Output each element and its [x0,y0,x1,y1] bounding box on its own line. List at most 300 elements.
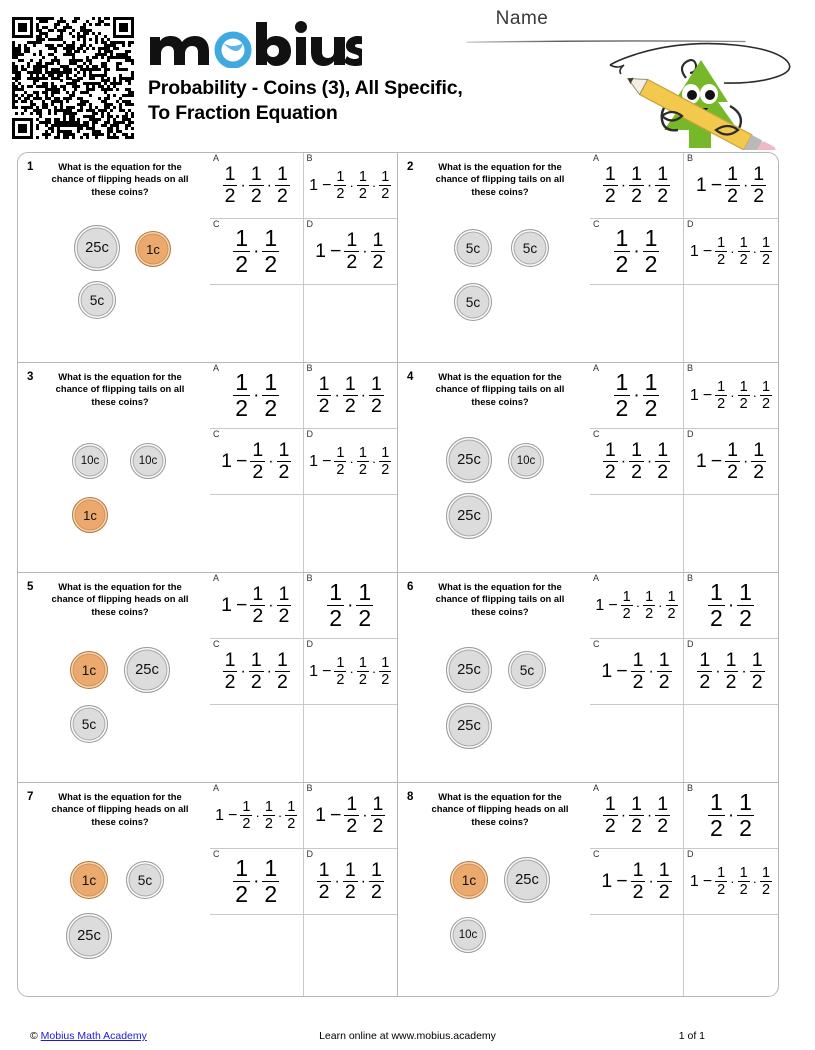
fraction-numerator: 1 [762,234,771,251]
fraction-numerator: 1 [381,168,390,185]
fraction-numerator: 1 [739,864,748,881]
fraction-numerator: 1 [658,858,670,881]
fraction-numerator: 1 [739,579,752,605]
answer-row [210,783,397,849]
answer-expression [614,371,660,420]
fraction-denominator: 2 [242,816,251,832]
coin-1c: 1c [450,861,488,899]
multiply-operator: · [240,176,246,194]
answer-option-B[interactable] [684,153,778,218]
fraction-numerator: 1 [242,798,251,815]
multiply-operator: · [730,388,735,403]
fraction [233,227,250,276]
fraction-denominator: 2 [631,461,642,483]
fraction [369,858,384,903]
answer-option-A[interactable] [590,363,684,428]
fraction-denominator: 2 [224,185,236,207]
answer-option-letter: B [687,783,694,793]
fraction-denominator: 2 [615,395,629,421]
multiply-operator: · [742,176,749,194]
answer-blank-cell [684,495,778,572]
answer-option-C[interactable] [590,639,684,704]
question-cell [398,573,778,782]
multiply-operator: · [620,176,627,194]
answer-option-letter: A [593,573,600,583]
answer-expression [309,656,391,688]
question-cell [18,783,398,997]
fraction-numerator: 1 [381,444,390,461]
answer-option-A[interactable] [210,153,304,218]
fraction [750,648,765,693]
fraction [760,236,772,268]
multiply-operator: · [752,874,757,889]
expression-leading-one: 1 [695,174,707,196]
mobius-logo-icon [148,20,362,68]
fraction-numerator: 1 [235,855,249,881]
answer-expression [603,438,670,483]
answer-option-letter: A [213,363,220,373]
multiply-operator: · [349,454,354,469]
fraction [655,162,670,207]
question-text: What is the equation for the chance of flipping tails on all these coins? [435,581,565,617]
minus-operator: − [702,872,713,890]
question-text: What is the equation for the chance of flipping heads on all these coins? [51,581,189,617]
answer-expression [317,372,384,417]
answer-options [210,573,397,782]
mobius-logo [148,18,448,70]
tree-mascot-icon [588,18,803,150]
fraction-numerator: 1 [346,792,358,815]
answer-row [210,219,397,285]
answer-blank-cell [304,915,398,997]
fraction [631,858,646,903]
fraction-denominator: 2 [235,881,249,907]
fraction-denominator: 2 [358,605,372,631]
answer-blank-cell [304,285,398,362]
answer-option-D[interactable] [684,429,778,494]
fraction [657,858,672,903]
multiply-operator: · [349,664,354,679]
coin-5c: 5c [508,651,546,689]
answer-option-C[interactable] [210,219,304,284]
fraction-denominator: 2 [667,606,676,622]
fraction-numerator: 1 [725,648,737,671]
answer-option-A[interactable] [210,573,304,638]
fraction-numerator: 1 [751,648,763,671]
expression-leading-one: 1 [315,804,326,826]
fraction-numerator: 1 [644,369,658,395]
fraction-denominator: 2 [277,185,288,207]
answer-option-C[interactable] [590,849,684,914]
answer-options [210,783,397,997]
fraction-denominator: 2 [346,815,358,837]
answer-option-C[interactable] [210,429,304,494]
answer-row [210,849,397,915]
coin-5c: 5c [454,229,492,267]
fraction [357,170,369,202]
answer-option-B[interactable] [684,783,778,848]
answer-expression [317,858,384,903]
answer-option-C[interactable] [210,849,304,914]
fraction [357,446,369,478]
answer-option-D[interactable] [304,219,398,284]
multiply-operator: · [253,385,260,406]
multiply-operator: · [371,664,377,679]
question-prompt [398,363,590,572]
multiply-operator: · [334,872,340,890]
multiply-operator: · [646,806,653,824]
fraction-numerator: 1 [277,162,288,185]
answer-option-letter: A [213,573,220,583]
fraction-denominator: 2 [710,605,723,631]
fraction [371,228,386,273]
fraction [334,170,346,202]
fraction-denominator: 2 [725,671,737,693]
fraction-denominator: 2 [318,395,330,417]
fraction-denominator: 2 [358,672,367,688]
coin-group [398,633,590,783]
fraction [327,581,344,630]
answer-row [590,363,778,429]
answer-expression [233,371,279,420]
answer-blank-cell [684,915,778,997]
answer-option-letter: D [687,219,694,229]
question-cell [18,363,398,572]
fraction-denominator: 2 [381,462,390,478]
multiply-operator: · [730,874,735,889]
minus-operator: − [616,870,628,892]
coin-10c: 10c [450,917,486,953]
expression-leading-one: 1 [601,660,613,682]
answer-expression [223,162,290,207]
answer-row [590,783,778,849]
answer-option-letter: C [593,429,600,439]
fraction [655,792,670,837]
fraction-denominator: 2 [645,606,654,622]
fraction [379,446,391,478]
fraction [697,648,712,693]
fraction [725,438,740,483]
fraction [629,438,644,483]
fraction-numerator: 1 [615,225,629,251]
fraction [233,371,250,420]
fraction-denominator: 2 [336,462,345,478]
question-text: What is the equation for the chance of flipping tails on all these coins? [435,161,565,197]
answer-blank-row [210,495,397,572]
coin-group [18,633,210,783]
question-number: 3 [27,371,34,383]
fraction-numerator: 1 [631,792,642,815]
answer-option-letter: D [306,639,313,649]
question-text: What is the equation for the chance of flipping heads on all these coins? [431,791,569,827]
fraction [249,648,264,693]
question-cell [398,363,778,572]
answer-option-C[interactable] [210,639,304,704]
answer-option-C[interactable] [590,429,684,494]
answer-option-letter: C [213,429,220,439]
fraction [725,162,740,207]
coin-1c: 1c [72,497,108,533]
answer-option-B[interactable] [304,153,398,218]
answer-options [590,573,778,782]
fraction-denominator: 2 [224,671,236,693]
fraction [250,438,265,483]
fraction-denominator: 2 [250,671,262,693]
fraction-numerator: 1 [739,789,752,815]
question-row [18,783,778,997]
answer-option-C[interactable] [590,219,684,284]
minus-operator: − [710,174,723,196]
fraction [737,791,754,840]
answer-option-B[interactable] [304,783,398,848]
answer-option-D[interactable] [304,849,398,914]
multiply-operator: · [347,595,354,616]
answer-option-D[interactable] [304,429,398,494]
fraction-denominator: 2 [762,396,771,412]
question-cell [398,153,778,362]
answer-expression [690,380,772,412]
answer-expression [695,162,766,207]
answer-expression [327,581,373,630]
question-prompt [398,153,590,362]
fraction-denominator: 2 [727,185,738,207]
fraction-numerator: 1 [631,162,642,185]
fraction [233,857,250,906]
fraction-numerator: 1 [224,162,236,185]
answer-option-letter: B [687,363,694,373]
answer-row [590,639,778,705]
answer-option-B[interactable] [684,363,778,428]
minus-operator: − [329,240,342,262]
multiply-operator: · [646,452,653,470]
fraction-denominator: 2 [631,185,642,207]
answer-expression [708,581,754,630]
fraction-denominator: 2 [762,882,771,898]
fraction-denominator: 2 [717,882,726,898]
answer-expression [215,800,297,832]
fraction-numerator: 1 [358,444,367,461]
coin-1c: 1c [70,861,108,899]
fraction [603,438,618,483]
fraction-numerator: 1 [346,228,358,251]
fraction-numerator: 1 [753,162,765,185]
answer-option-A[interactable] [210,783,304,848]
coin-25c: 25c [124,647,170,693]
multiply-operator: · [266,176,272,194]
fraction-numerator: 1 [250,162,262,185]
answer-option-letter: C [213,639,220,649]
fraction [223,648,238,693]
answer-expression [221,438,291,483]
multiply-operator: · [633,385,640,406]
fraction-numerator: 1 [329,579,343,605]
answer-blank-cell [210,285,304,362]
multiply-operator: · [268,452,274,470]
fraction-denominator: 2 [753,185,765,207]
fraction-numerator: 1 [657,162,669,185]
question-prompt [398,783,590,997]
coin-25c: 25c [504,857,550,903]
mobius-math-academy-link[interactable]: Mobius Math Academy [40,1030,147,1042]
fraction-numerator: 1 [336,168,345,185]
answer-option-D[interactable] [684,219,778,284]
fraction [631,648,646,693]
question-prompt [18,783,210,997]
fraction-numerator: 1 [250,648,262,671]
answer-option-B[interactable] [304,573,398,638]
multiply-operator: · [715,662,721,680]
answer-option-letter: B [306,573,313,583]
coin-25c: 25c [446,493,492,539]
answer-option-D[interactable] [684,849,778,914]
question-number: 6 [407,581,414,593]
fraction [657,648,672,693]
answer-option-A[interactable] [590,573,684,638]
fraction [371,792,386,837]
fraction [317,372,332,417]
fraction-denominator: 2 [264,251,278,277]
answer-blank-cell [684,705,778,782]
fraction-numerator: 1 [622,588,631,605]
fraction-denominator: 2 [710,815,723,841]
question-row [18,363,778,573]
answer-row [590,429,778,495]
fraction [343,372,358,417]
answer-option-letter: C [593,639,600,649]
answer-blank-cell [304,705,398,782]
fraction-denominator: 2 [346,251,358,273]
fraction-denominator: 2 [604,461,616,483]
answer-option-A[interactable] [590,153,684,218]
copyright-symbol: © [30,1030,38,1042]
fraction [344,792,359,837]
fraction [317,858,332,903]
multiply-operator: · [620,452,627,470]
coin-5c: 5c [70,705,108,743]
fraction-denominator: 2 [372,251,384,273]
answer-option-B[interactable] [304,363,398,428]
minus-operator: − [235,594,248,616]
fraction [614,227,631,276]
worksheet-title: Probability - Coins (3), All Specific, To Fraction Equation [148,77,463,124]
answer-option-D[interactable] [304,639,398,704]
multiply-operator: · [253,241,260,262]
fraction-denominator: 2 [344,395,356,417]
question-cell [18,573,398,782]
expression-leading-one: 1 [221,594,232,616]
fraction [738,380,750,412]
question-prompt [398,573,590,782]
fraction [724,648,739,693]
fraction-denominator: 2 [762,252,771,268]
fraction [357,656,369,688]
minus-operator: − [702,242,713,260]
fraction-denominator: 2 [739,396,748,412]
answer-blank-row [590,915,778,997]
answer-blank-cell [590,285,684,362]
multiply-operator: · [334,386,340,404]
fraction-numerator: 1 [727,438,738,461]
minus-operator: − [616,660,628,682]
fraction-denominator: 2 [235,395,249,421]
minus-operator: − [608,596,618,614]
fraction [334,656,346,688]
minus-operator: − [329,804,342,826]
answer-options [590,783,778,997]
page-indicator: 1 of 1 [678,1030,705,1042]
answer-option-letter: C [213,849,220,859]
answer-expression [309,170,391,202]
expression-leading-one: 1 [689,386,699,404]
fraction-denominator: 2 [739,605,752,631]
fraction-numerator: 1 [358,579,372,605]
fraction [277,582,292,627]
answer-option-D[interactable] [684,639,778,704]
answer-expression [223,648,290,693]
multiply-operator: · [253,871,260,892]
fraction [223,162,238,207]
fraction-denominator: 2 [250,185,262,207]
fraction [760,866,772,898]
fraction-denominator: 2 [604,185,616,207]
question-text: What is the equation for the chance of flipping heads on all these coins? [51,161,189,197]
fraction [285,800,297,832]
answer-option-A[interactable] [590,783,684,848]
expression-leading-one: 1 [309,452,319,470]
fraction [263,800,275,832]
fraction-numerator: 1 [371,372,382,395]
answer-option-A[interactable] [210,363,304,428]
fraction [629,792,644,837]
multiply-operator: · [730,244,735,259]
expression-leading-one: 1 [215,806,225,824]
answer-blank-row [210,285,397,362]
answer-option-B[interactable] [684,573,778,638]
fraction [655,438,670,483]
answer-blank-row [210,915,397,997]
fraction-denominator: 2 [658,671,670,693]
expression-leading-one: 1 [221,450,232,472]
coin-5c: 5c [78,281,116,319]
answer-option-letter: A [593,153,600,163]
fraction-denominator: 2 [264,816,273,832]
answer-option-letter: B [687,153,694,163]
fraction-numerator: 1 [278,582,290,605]
fraction [275,162,290,207]
coin-group [18,423,210,573]
qr-code [12,17,134,139]
fraction-numerator: 1 [264,798,273,815]
fraction-numerator: 1 [235,369,249,395]
answer-blank-cell [590,495,684,572]
coin-10c: 10c [130,443,166,479]
answer-option-letter: B [306,783,313,793]
answer-option-letter: D [687,639,694,649]
fraction-denominator: 2 [381,672,390,688]
brand-block [148,18,463,126]
fraction [738,236,750,268]
fraction [708,581,725,630]
fraction-numerator: 1 [753,438,765,461]
expression-leading-one: 1 [595,596,605,614]
fraction-numerator: 1 [224,648,236,671]
minus-operator: − [322,176,332,194]
answer-blank-row [210,705,397,782]
minus-operator: − [322,662,332,680]
fraction-numerator: 1 [632,858,644,881]
answer-expression [315,228,385,273]
answer-option-letter: A [213,153,220,163]
